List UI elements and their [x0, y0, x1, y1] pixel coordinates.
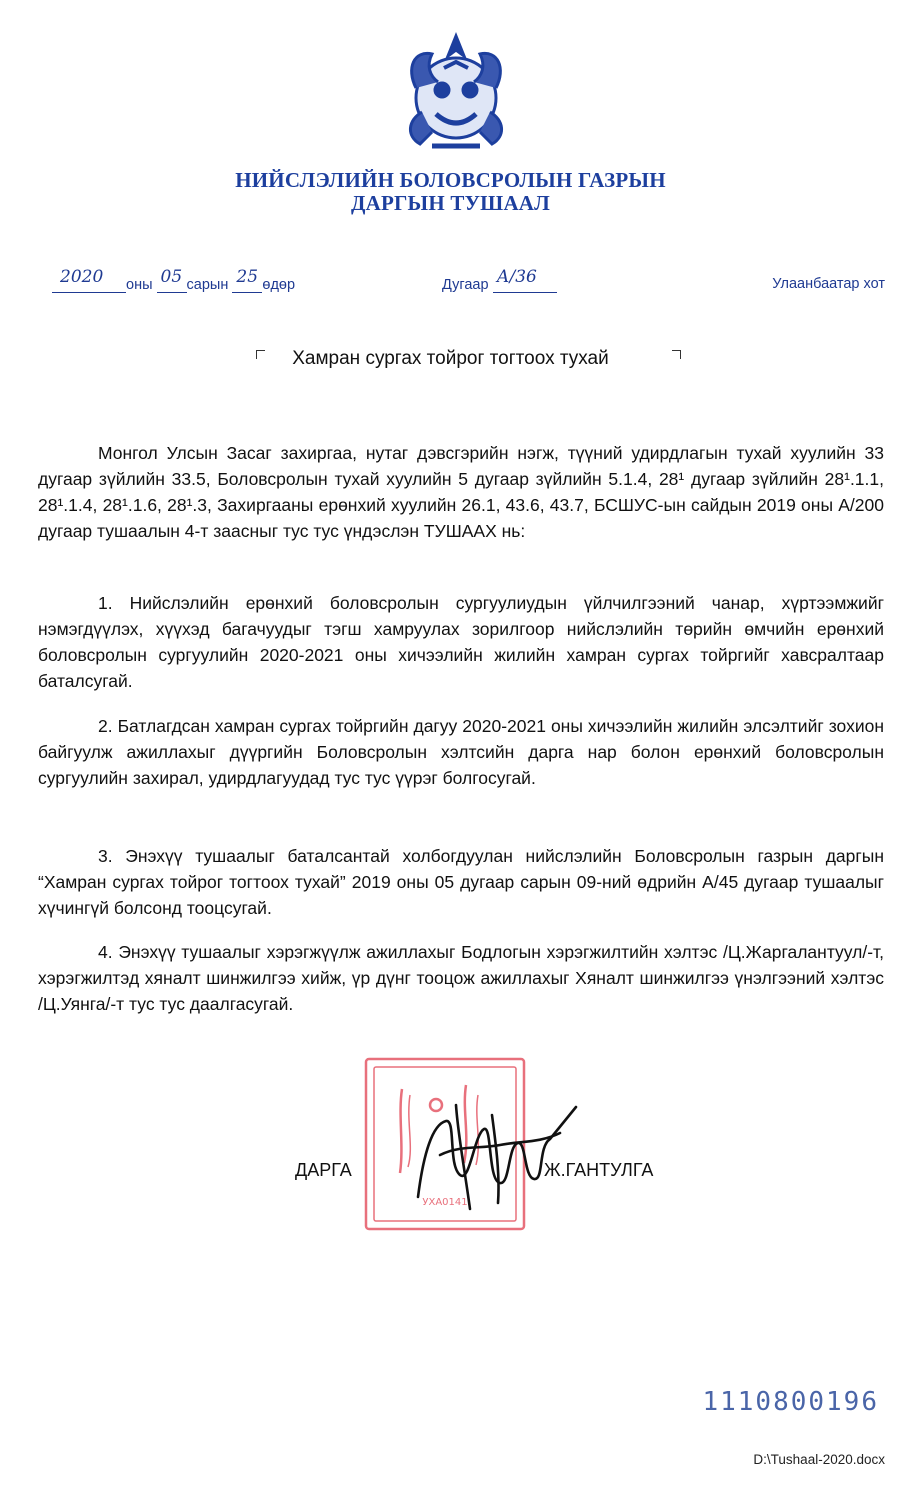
date-month-suffix: сарын: [186, 277, 229, 293]
mongolia-state-emblem-icon: [392, 28, 520, 158]
file-path: D:\Tushaal-2020.docx: [753, 1452, 885, 1467]
paragraph-item-2-text: 2. Батлагдсан хамран сургах тойргийн дагуу 2020-2021 оны хичээлийн жилийн элсэлтийг зохион байгуулж ажиллахыг дүүргийн Боловсролын хэлтсийн дарга нар болон ерөнхий боловсролын сургуулийн захирал, удирдлагуудад тус тус үүрэг болгосугай.: [38, 716, 884, 788]
date-month: 05: [160, 267, 183, 287]
paragraph-item-1-text: 1. Нийслэлийн ерөнхий боловсролын сургуулиудын үйлчилгээний чанар, хүртээмжийг нэмэгдүүлэх, хүүхэд багачуудыг тэгш хамруулах зорилгоор нийслэлийн төрийн өмчийн ерөнхий боловсролын сургуулийн 2020-2021 оны хичээлийн жилийн хамран сургах тойргийг хавсралтаар баталсугай.: [38, 593, 884, 691]
stamp-code: УХА0141: [422, 1197, 468, 1208]
city-name: Улаанбаатар хот: [772, 276, 885, 292]
order-number-label: Дугаар: [442, 277, 489, 293]
paragraph-item-3: [38, 843, 884, 921]
signature-icon: [400, 1085, 580, 1215]
date-day-suffix: өдөр: [262, 277, 296, 293]
signer-name: Ж.ГАНТУЛГА: [544, 1160, 654, 1180]
order-number: [442, 267, 557, 293]
date-year: 2020: [60, 267, 104, 287]
paragraph-item-3-text: 3. Энэхүү тушаалыг баталсантай холбогдуулан нийслэлийн Боловсролын газрын даргын “Хамран сургах тойрог тогтоох тухай” 2019 оны 05 дугаар сарын 09-ний өдрийн А/45 дугаар тушаалыг хүчингүй болсонд тооцсугай.: [38, 846, 884, 918]
date-year-suffix: оны: [126, 277, 153, 293]
paragraph-intro-text: Монгол Улсын Засаг захиргаа, нутаг дэвсгэрийн нэгж, түүний удирдлагын тухай хуулийн 33 дугаар зүйлийн 33.5, Боловсролын тухай хуулийн 5 дугаар зүйлийн 5.1.4, 28¹ дугаар зүйлийн 28¹.1.1, 28¹.1.4, 28¹.1.6, 28¹.3, Захиргааны ерөнхий хуулийн 26.1, 43.6, 43.7, БСШУС-ын сайдын 2019 оны А/200 дугаар тушаалын 4-т заасныг тус тус үндэслэн ТУШААХ нь:: [38, 443, 884, 541]
date-day: 25: [236, 267, 259, 287]
paragraph-item-4: [38, 939, 884, 1017]
paragraph-item-1: [38, 590, 884, 694]
signer-title: ДАРГА: [295, 1160, 352, 1180]
agency-title: НИЙСЛЭЛИЙН БОЛОВСРОЛЫН ГАЗРЫН: [235, 168, 666, 192]
document-type-title: ДАРГЫН ТУШААЛ: [350, 191, 551, 215]
paragraph-intro: [38, 440, 884, 544]
order-subject: Хамран сургах тойрог тогтоох тухай: [292, 348, 609, 369]
date-line: [52, 267, 296, 293]
document-serial-number: 1110800196: [702, 1387, 879, 1417]
order-number-value: А/36: [496, 267, 537, 287]
paragraph-item-2: [38, 713, 884, 791]
paragraph-item-4-text: 4. Энэхүү тушаалыг хэрэгжүүлж ажиллахыг Бодлогын хэрэгжилтийн хэлтэс /Ц.Жаргалантуул/-т, хэрэгжилтэд хяналт шинжилгээ хийж, үр дүнг тооцож ажиллахыг Хяналт шинжилгээ үнэлгээний хэлтэс /Ц.Уянга/-т тус тус даалгасугай.: [38, 942, 884, 1014]
